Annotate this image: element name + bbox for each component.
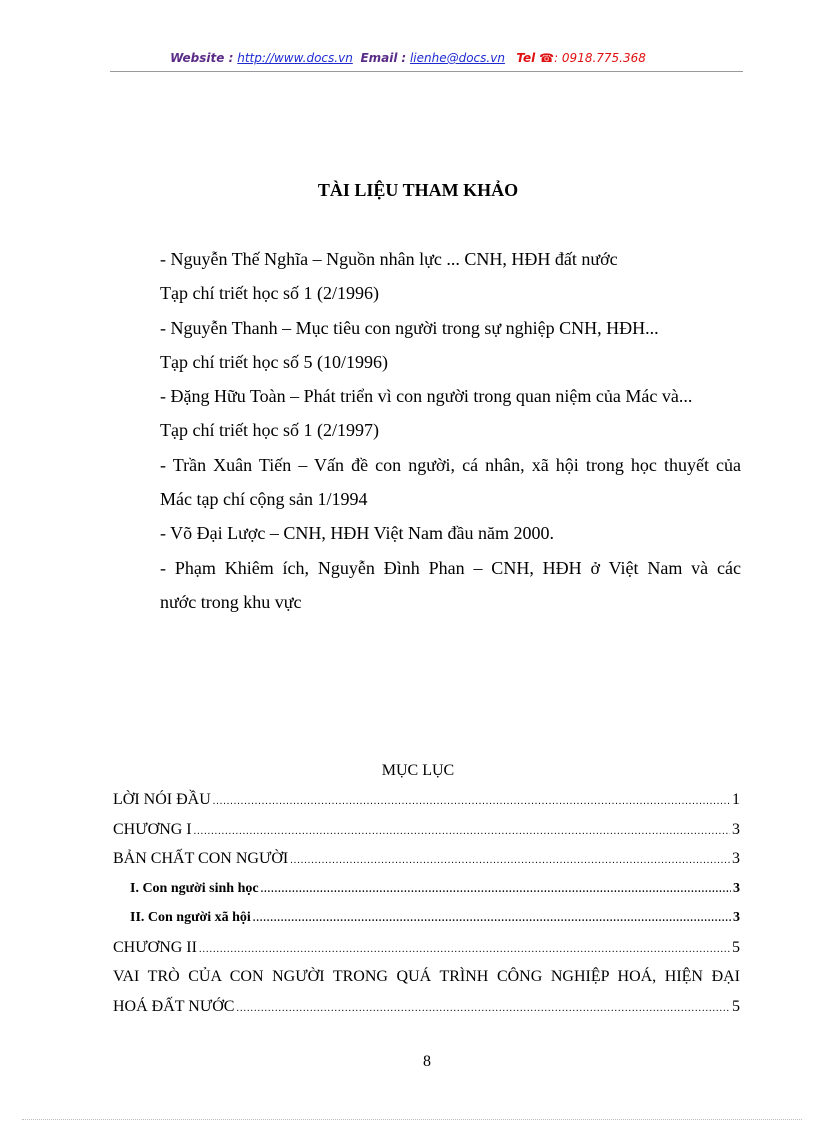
toc-entry[interactable]	[113, 936, 740, 966]
reference-line: - Đặng Hữu Toàn – Phát triển vì con người trong quan niệm của Mác và...	[160, 386, 693, 407]
toc-entry-label: LỜI NÓI ĐẦU	[113, 791, 211, 808]
toc-entry[interactable]	[113, 847, 740, 877]
toc-leader-dots	[194, 820, 730, 844]
telephone-icon: ☎	[539, 51, 555, 65]
reference-line: - Nguyễn Thanh – Mục tiêu con người trong sự nghiệp CNH, HĐH...	[160, 317, 659, 338]
reference-line: - Phạm Khiêm ích, Nguyễn Đình Phan – CNH, HĐH ở Việt Nam và các	[160, 557, 741, 578]
toc-subentry[interactable]	[113, 877, 740, 907]
page-number: 8	[423, 1053, 431, 1070]
phone-number: : 0918.775.368	[554, 51, 646, 65]
reference-line: Tạp chí triết học số 1 (2/1996)	[160, 283, 379, 304]
email-link[interactable]: lienhe@docs.vn	[409, 51, 505, 65]
toc-leader-dots	[213, 790, 730, 814]
references-title: TÀI LIỆU THAM KHẢO	[317, 180, 519, 200]
reference-line: Tạp chí triết học số 5 (10/1996)	[160, 351, 388, 372]
toc-entry-label: I. Con người sinh học	[130, 880, 259, 896]
reference-line: Tạp chí triết học số 1 (2/1997)	[160, 420, 379, 441]
toc-entry-label: CHƯƠNG I	[113, 820, 192, 838]
toc-entry-page: 3	[732, 850, 740, 867]
reference-line: Mác tạp chí cộng sản 1/1994	[160, 489, 368, 510]
toc-entry[interactable]	[113, 818, 740, 848]
toc-entry[interactable]	[113, 995, 740, 1025]
toc-leader-dots	[261, 878, 731, 902]
toc-entry-page: 3	[733, 880, 740, 896]
toc-entry[interactable]	[113, 788, 740, 818]
toc-leader-dots	[236, 997, 730, 1021]
toc-entry-page: 3	[733, 910, 740, 925]
toc-entry-label-line1[interactable]: VAI TRÒ CỦA CON NGƯỜI TRONG QUÁ TRÌNH CÔNG NGHIỆP HOÁ, HIỆN ĐẠI	[113, 968, 740, 985]
header-divider	[110, 71, 743, 72]
reference-line: nước trong khu vực	[160, 591, 302, 612]
page-bottom-border	[22, 1119, 802, 1120]
toc-entry-label-line2: HOÁ ĐẤT NƯỚC	[113, 997, 235, 1015]
toc-entry-page: 1	[732, 791, 740, 808]
toc-entry-label: CHƯƠNG II	[113, 938, 197, 956]
reference-line: - Võ Đại Lược – CNH, HĐH Việt Nam đầu năm 2000.	[160, 523, 554, 544]
toc-leader-dots	[199, 938, 730, 962]
reference-line: - Nguyễn Thế Nghĩa – Nguồn nhân lực ... CNH, HĐH đất nước	[160, 249, 618, 269]
toc-entry-page: 5	[732, 997, 740, 1015]
toc-leader-dots	[290, 849, 730, 873]
toc-entry-label: II. Con người xã hội	[130, 910, 251, 925]
website-label: Website :	[170, 51, 234, 65]
page-header	[0, 51, 816, 65]
toc-subentry[interactable]	[113, 906, 740, 936]
toc-leader-dots	[253, 907, 731, 931]
tel-label: Tel	[516, 51, 536, 65]
references-list	[160, 246, 741, 623]
toc-title: MỤC LỤC	[381, 762, 455, 779]
toc-entry-page: 3	[732, 820, 740, 838]
reference-line: - Trần Xuân Tiến – Vấn đề con người, cá nhân, xã hội trong học thuyết của	[160, 454, 741, 475]
toc-entry-label: BẢN CHẤT CON NGƯỜI	[113, 850, 289, 867]
email-label: Email	[360, 51, 398, 65]
toc-entry-page: 5	[732, 938, 740, 956]
website-link[interactable]: http://www.docs.vn	[237, 51, 353, 65]
table-of-contents	[113, 788, 740, 1024]
email-separator: :	[401, 51, 407, 65]
